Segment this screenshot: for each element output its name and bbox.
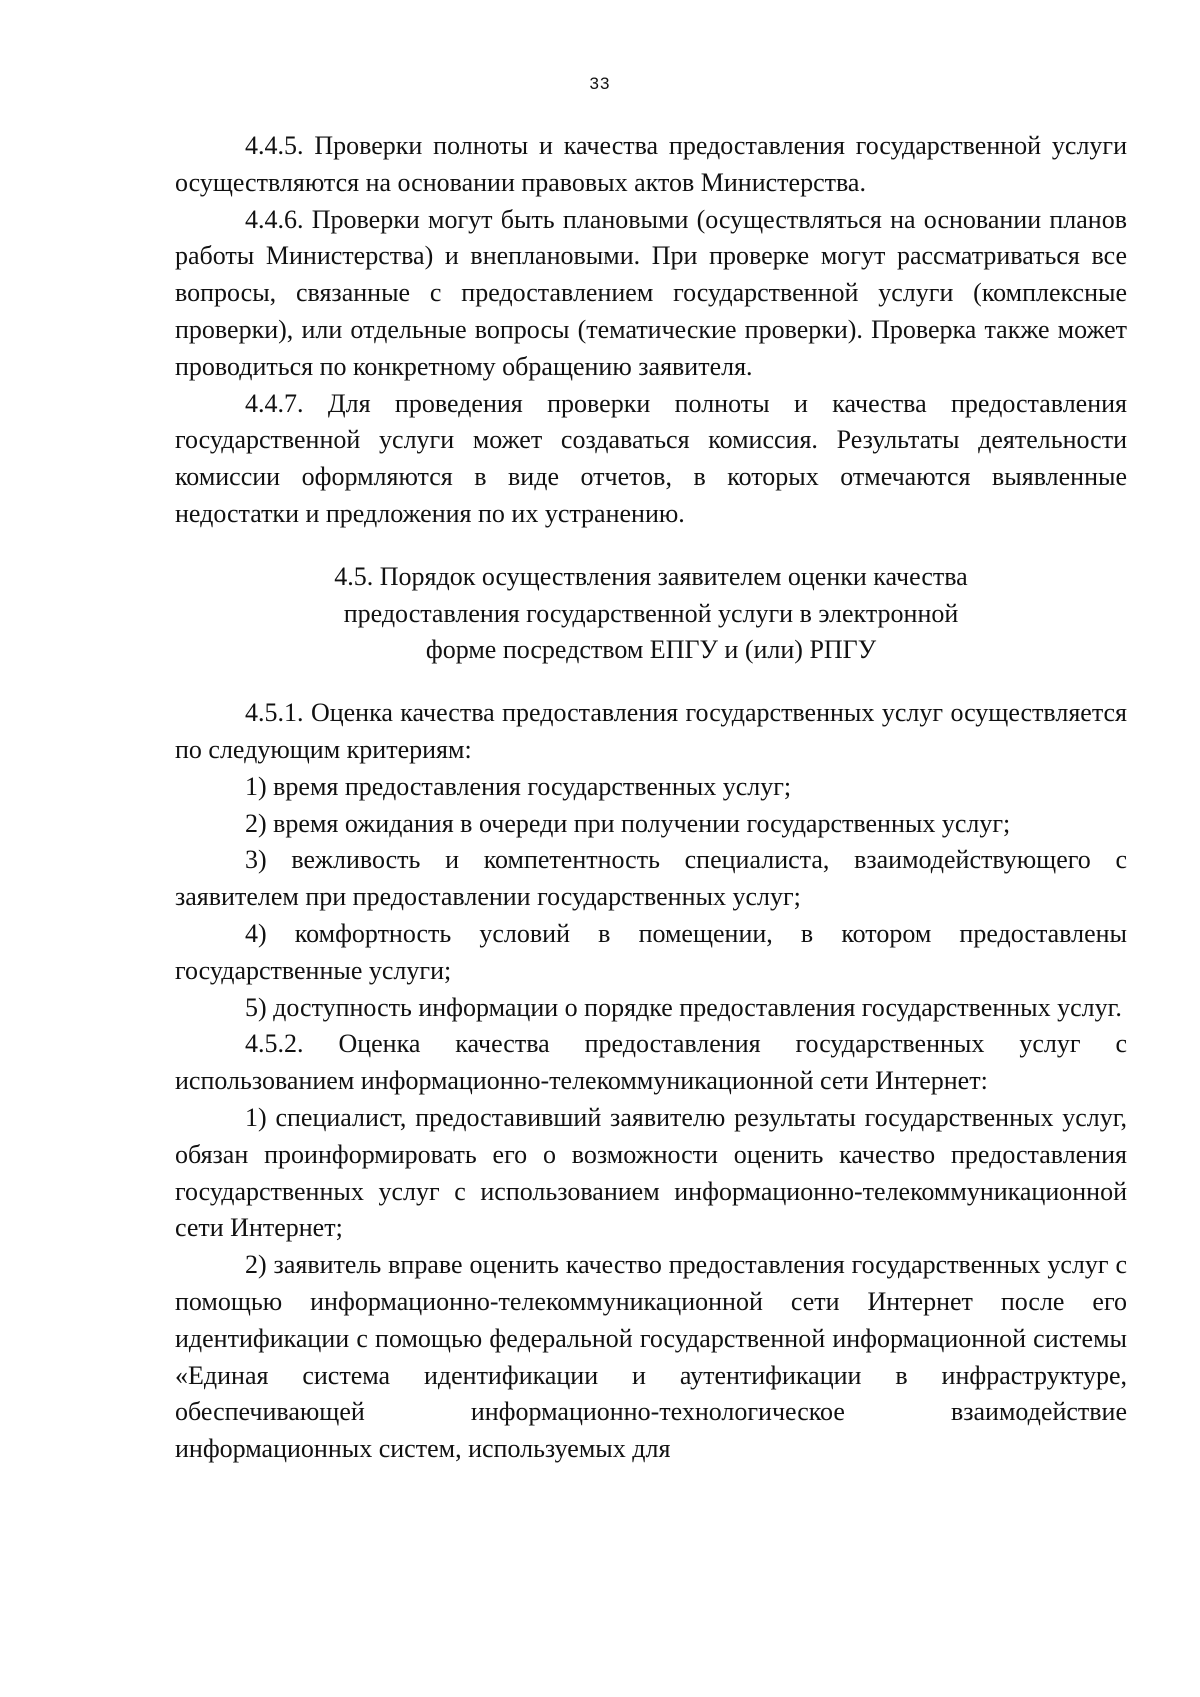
- paragraph-4-4-5: 4.4.5. Проверки полноты и качества предоставления государственной услуги осуществляются на основании правовых актов Министерства.: [175, 131, 1127, 197]
- section-heading-4-5: [175, 559, 1127, 669]
- criteria-item-2: 2) время ожидания в очереди при получении государственных услуг;: [245, 808, 1011, 838]
- internet-rating-item-2: 2) заявитель вправе оценить качество предоставления государственных услуг с помощью информационно-телекоммуникационной сети Интернет после его идентификации с помощью федеральной государственной информационной системы «Единая система идентификации и аутентификации в инфраструктуре, обеспечивающей информационно-технологическое взаимодействие информационных систем, используемых для: [175, 1250, 1127, 1464]
- criteria-item-4: 4) комфортность условий в помещении, в котором предоставлены государственные услуги;: [175, 918, 1127, 985]
- criteria-item-3: 3) вежливость и компетентность специалиста, взаимодействующего с заявителем при предоставлении государственных услуг;: [175, 845, 1127, 912]
- paragraph-4-4-6: 4.4.6. Проверки могут быть плановыми (осуществляться на основании планов работы Министерства) и внеплановыми. При проверке могут рассматриваться все вопросы, связанные с предоставлением государственной услуги (комплексные проверки), или отдельные вопросы (тематические проверки). Проверка также может проводиться по конкретному обращению заявителя.: [175, 204, 1127, 381]
- section-heading-line: предоставления государственной услуги в электронной: [343, 598, 959, 628]
- paragraph-4-4-7: 4.4.7. Для проведения проверки полноты и качества предоставления государственной услуги может создаваться комиссия. Результаты деятельности комиссии оформляются в виде отчетов, в которых отмечаются выявленные недостатки и предложения по их устранению.: [175, 388, 1127, 528]
- page-number: 33: [589, 74, 611, 93]
- section-heading-line: форме посредством ЕПГУ и (или) РПГУ: [425, 635, 877, 665]
- paragraph-4-5-1: 4.5.1. Оценка качества предоставления государственных услуг осуществляется по следующим критериям:: [175, 698, 1127, 764]
- internet-rating-item-1: 1) специалист, предоставивший заявителю результаты государственных услуг, обязан проинформировать его о возможности оценить качество предоставления государственных услуг с использованием информационно-телекоммуникационной сети Интернет;: [175, 1102, 1127, 1243]
- criteria-item-5: 5) доступность информации о порядке предоставления государственных услуг.: [245, 992, 1122, 1022]
- paragraph-4-5-2: 4.5.2. Оценка качества предоставления государственных услуг с использованием информационно-телекоммуникационной сети Интернет:: [175, 1029, 1127, 1096]
- criteria-item-1: 1) время предоставления государственных услуг;: [245, 771, 792, 801]
- document-body: [175, 128, 1127, 1468]
- section-heading-line: 4.5. Порядок осуществления заявителем оценки качества: [334, 561, 968, 591]
